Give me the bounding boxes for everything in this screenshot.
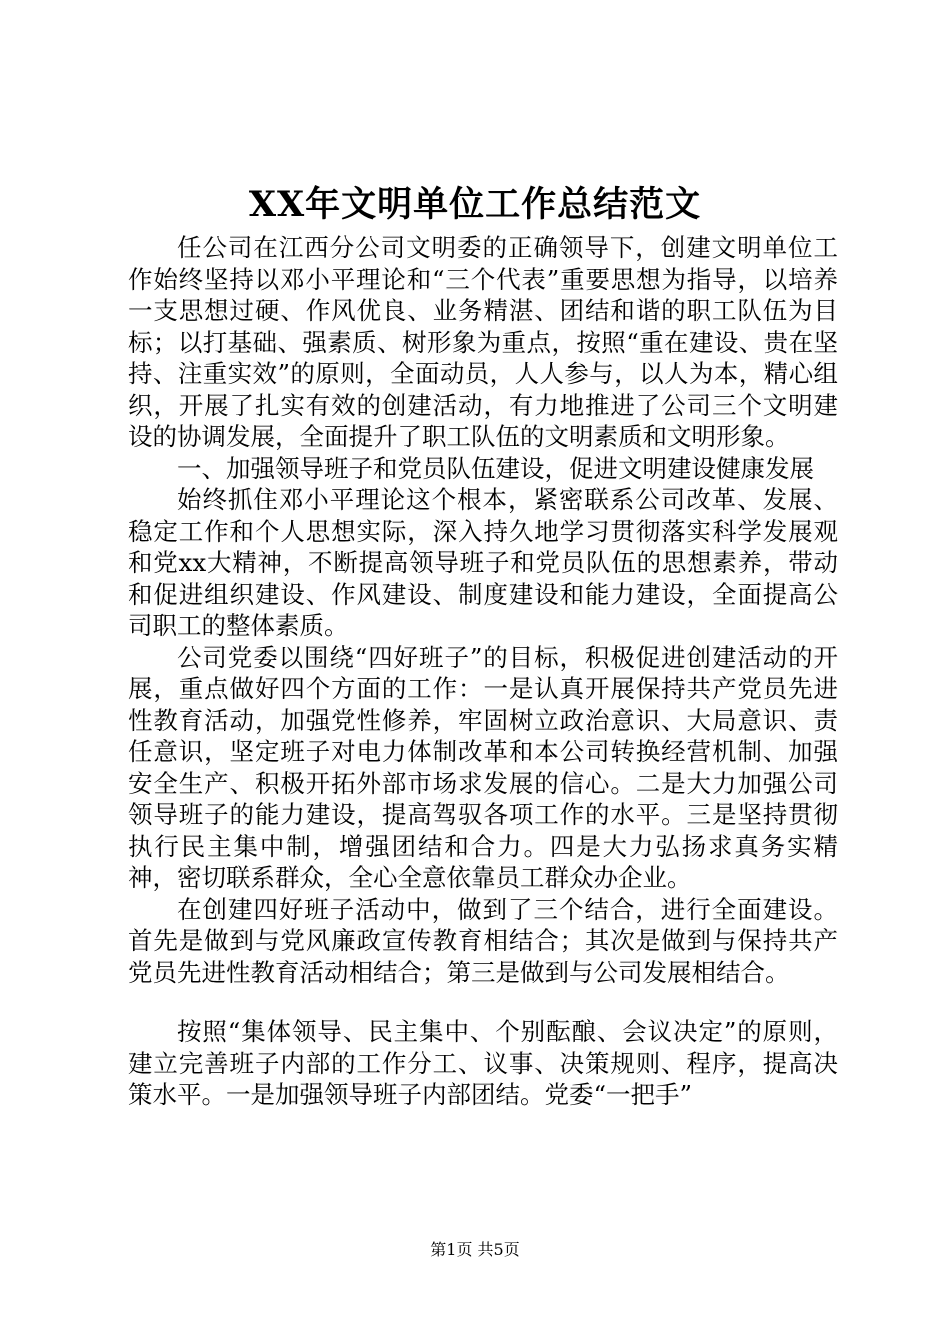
page-number: 第1页 共5页 [430, 1240, 520, 1259]
paragraph-decision-rules: 按照“集体领导、民主集中、个别酝酿、会议决定”的原则，建立完善班子内部的工作分工、议事、决策规则、程序，提高决策水平。一是加强领导班子内部团结。党委“一把手” [128, 1017, 838, 1109]
document-title: XX年文明单位工作总结范文 [248, 184, 702, 225]
paragraph-intro: 任公司在江西分公司文明委的正确领导下，创建文明单位工作始终坚持以邓小平理论和“三个代表”重要思想为指导，以培养一支思想过硬、作风优良、业务精湛、团结和谐的职工队伍为目标；以打基础、强素质、树形象为重点，按照“重在建设、贵在坚持、注重实效”的原则，全面动员，人人参与，以人为本，精心组织，开展了扎实有效的创建活动，有力地推进了公司三个文明建设的协调发展，全面提升了职工队伍的文明素质和文明形象。 [128, 233, 838, 451]
paragraph-four-good-teams: 公司党委以围绕“四好班子”的目标，积极促进创建活动的开展，重点做好四个方面的工作：一是认真开展保持共产党员先进性教育活动，加强党性修养，牢固树立政治意识、大局意识、责任意识，坚定班子对电力体制改革和本公司转换经营机制、加强安全生产、积极开拓外部市场求发展的信心。二是大力加强公司领导班子的能力建设，提高驾驭各项工作的水平。三是坚持贯彻执行民主集中制，增强团结和合力。四是大力弘扬求真务实精神，密切联系群众，全心全意依靠员工群众办企业。 [128, 642, 838, 892]
section-heading-1: 一、加强领导班子和党员队伍建设，促进文明建设健康发展 [177, 453, 814, 483]
document-body [128, 232, 838, 1111]
paragraph-theory-study: 始终抓住邓小平理论这个根本，紧密联系公司改革、发展、稳定工作和个人思想实际，深入持久地学习贯彻落实科学发展观和党xx大精神，不断提高领导班子和党员队伍的思想素养，带动和促进组织建设、作风建设、制度建设和能力建设，全面提高公司职工的整体素质。 [128, 485, 838, 640]
paragraph-three-combinations: 在创建四好班子活动中，做到了三个结合，进行全面建设。首先是做到与党风廉政宣传教育相结合；其次是做到与保持共产党员先进性教育活动相结合；第三是做到与公司发展相结合。 [128, 894, 838, 987]
